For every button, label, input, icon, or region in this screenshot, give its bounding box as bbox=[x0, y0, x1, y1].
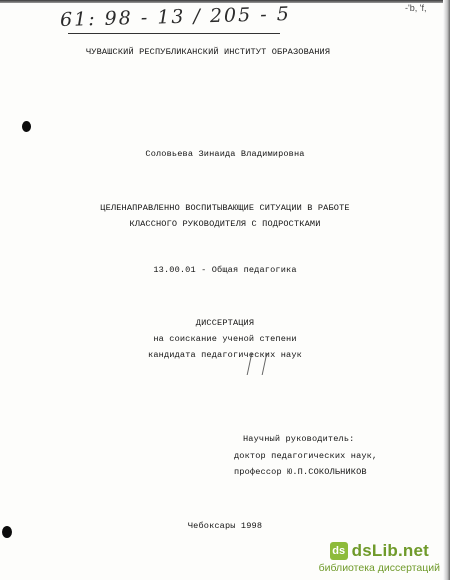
punch-hole-top bbox=[22, 121, 31, 132]
scan-edge-top bbox=[0, 0, 450, 3]
specialty-code: 13.00.01 - Общая педагогика bbox=[153, 265, 297, 275]
dissertation-label: ДИССЕРТАЦИЯ bbox=[195, 318, 255, 328]
handwritten-stroke-mark bbox=[247, 353, 268, 375]
degree-line-2: кандидата педагогических наук bbox=[148, 350, 302, 360]
institute-name: ЧУВАШСКИЙ РЕСПУБЛИКАНСКИЙ ИНСТИТУТ ОБРАЗОВАНИЯ bbox=[86, 47, 331, 57]
degree-line-1: на соискание ученой степени bbox=[153, 334, 297, 344]
city-year: Чебоксары 1998 bbox=[187, 521, 263, 531]
title-line-2: КЛАССНОГО РУКОВОДИТЕЛЯ С ПОДРОСТКАМИ bbox=[129, 219, 321, 229]
scan-edge-right bbox=[443, 0, 450, 580]
supervisor-label: Научный руководитель: bbox=[243, 434, 355, 444]
corner-handwritten-mark: ‐'b, 'f, bbox=[405, 3, 427, 13]
supervisor-name: профессор Ю.П.СОКОЛЬНИКОВ bbox=[234, 467, 367, 477]
handwritten-catalog-code: 61: 98 - 13 / 205 - 5 bbox=[59, 2, 292, 32]
supervisor-degree: доктор педагогических наук, bbox=[234, 451, 378, 461]
author-name: Соловьева Зинаида Владимировна bbox=[145, 149, 305, 159]
dslib-watermark bbox=[319, 541, 440, 574]
dslib-subtitle: библиотека диссертаций bbox=[318, 562, 440, 574]
dslib-site-name: dsLib.net bbox=[351, 541, 429, 560]
dslib-logo-icon: ds bbox=[330, 542, 348, 560]
handwritten-underline bbox=[68, 33, 280, 34]
title-line-1: ЦЕЛЕНАПРАВЛЕННО ВОСПИТЫВАЮЩИЕ СИТУАЦИИ В РАБОТЕ bbox=[100, 203, 350, 213]
